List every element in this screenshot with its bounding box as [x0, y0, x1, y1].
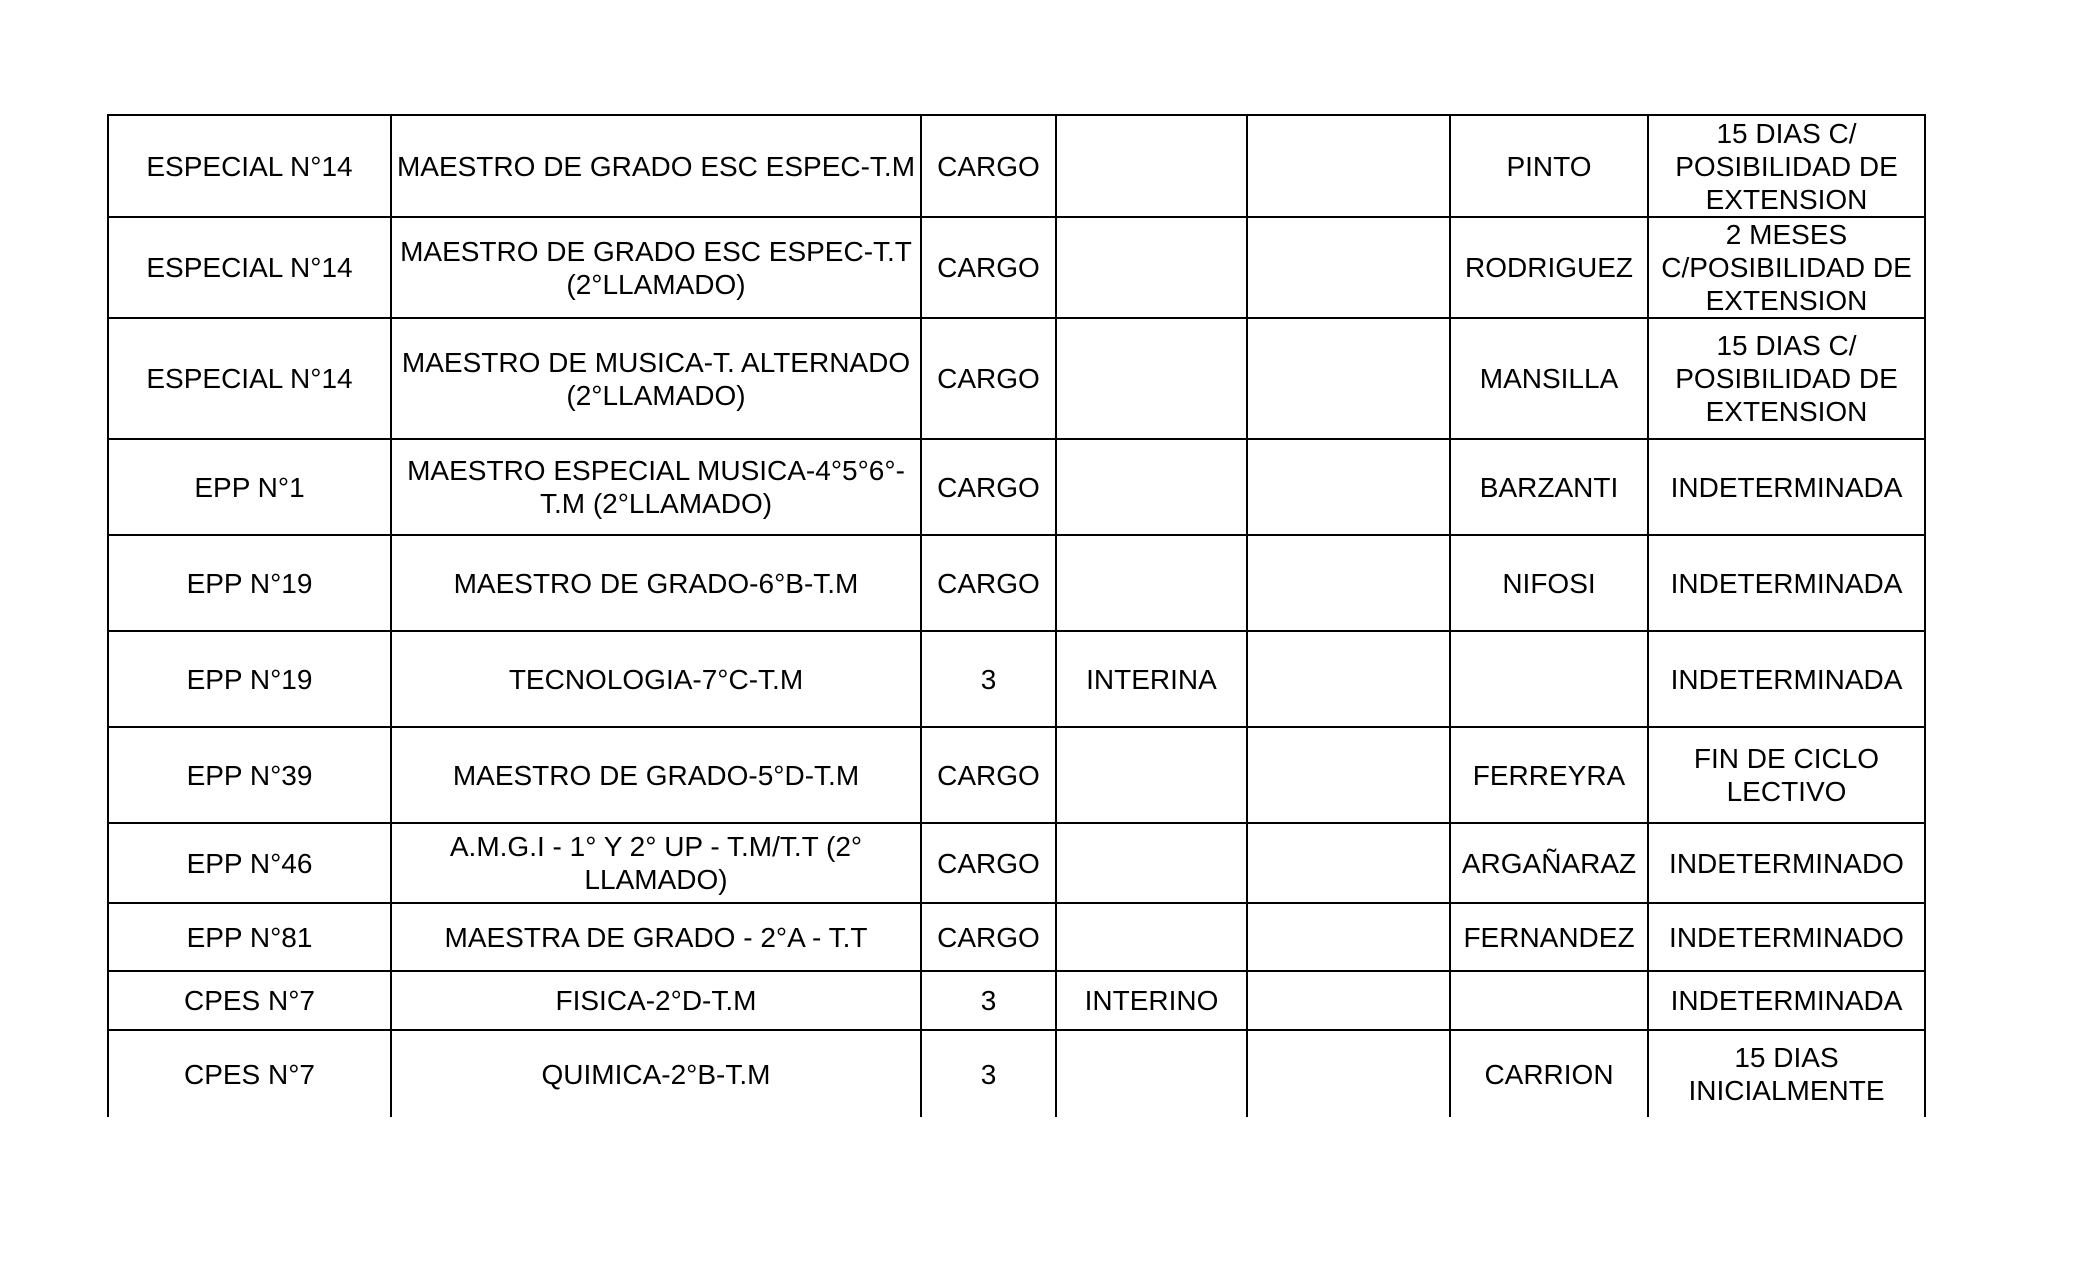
situation-cell	[1056, 1030, 1247, 1117]
holder-cell: NIFOSI	[1450, 535, 1648, 631]
extra-cell	[1247, 1030, 1450, 1117]
hours-cell: CARGO	[921, 903, 1056, 971]
situation-cell	[1056, 823, 1247, 903]
extra-cell	[1247, 631, 1450, 727]
school-cell: CPES N°7	[108, 971, 391, 1030]
situation-cell	[1056, 727, 1247, 823]
holder-cell: PINTO	[1450, 115, 1648, 217]
position-cell: A.M.G.I - 1° Y 2° UP - T.M/T.T (2° LLAMADO)	[391, 823, 921, 903]
hours-cell: 3	[921, 971, 1056, 1030]
situation-cell	[1056, 535, 1247, 631]
hours-cell: CARGO	[921, 823, 1056, 903]
duration-cell: FIN DE CICLO LECTIVO	[1648, 727, 1925, 823]
holder-cell	[1450, 631, 1648, 727]
extra-cell	[1247, 971, 1450, 1030]
extra-cell	[1247, 903, 1450, 971]
situation-cell: INTERINO	[1056, 971, 1247, 1030]
hours-cell: CARGO	[921, 439, 1056, 535]
extra-cell	[1247, 115, 1450, 217]
holder-cell: ARGAÑARAZ	[1450, 823, 1648, 903]
holder-cell: CARRION	[1450, 1030, 1648, 1117]
holder-cell	[1450, 971, 1648, 1030]
position-cell: MAESTRO DE GRADO-6°B-T.M	[391, 535, 921, 631]
situation-cell	[1056, 318, 1247, 439]
table-row	[108, 1030, 1925, 1117]
hours-cell: CARGO	[921, 115, 1056, 217]
position-cell: MAESTRO DE GRADO ESC ESPEC-T.M	[391, 115, 921, 217]
holder-cell: MANSILLA	[1450, 318, 1648, 439]
position-cell: MAESTRA DE GRADO - 2°A - T.T	[391, 903, 921, 971]
position-cell: TECNOLOGIA-7°C-T.M	[391, 631, 921, 727]
table-row	[108, 318, 1925, 439]
school-cell: EPP N°19	[108, 631, 391, 727]
position-cell: QUIMICA-2°B-T.M	[391, 1030, 921, 1117]
holder-cell: FERNANDEZ	[1450, 903, 1648, 971]
hours-cell: 3	[921, 631, 1056, 727]
duration-cell: 15 DIAS C/ POSIBILIDAD DE EXTENSION	[1648, 318, 1925, 439]
situation-cell	[1056, 217, 1247, 318]
duration-cell: INDETERMINADO	[1648, 823, 1925, 903]
hours-cell: CARGO	[921, 318, 1056, 439]
position-cell: FISICA-2°D-T.M	[391, 971, 921, 1030]
duration-cell: INDETERMINADA	[1648, 439, 1925, 535]
position-cell: MAESTRO ESPECIAL MUSICA-4°5°6°-T.M (2°LLAMADO)	[391, 439, 921, 535]
table-row	[108, 439, 1925, 535]
school-cell: ESPECIAL N°14	[108, 217, 391, 318]
table-row	[108, 217, 1925, 318]
duration-cell: INDETERMINADA	[1648, 971, 1925, 1030]
school-cell: EPP N°39	[108, 727, 391, 823]
hours-cell: CARGO	[921, 535, 1056, 631]
table-row	[108, 535, 1925, 631]
duration-cell: INDETERMINADA	[1648, 535, 1925, 631]
table-row	[108, 903, 1925, 971]
duration-cell: INDETERMINADO	[1648, 903, 1925, 971]
school-cell: EPP N°46	[108, 823, 391, 903]
duration-cell: 15 DIAS C/ POSIBILIDAD DE EXTENSION	[1648, 115, 1925, 217]
school-cell: ESPECIAL N°14	[108, 115, 391, 217]
extra-cell	[1247, 439, 1450, 535]
extra-cell	[1247, 217, 1450, 318]
hours-cell: CARGO	[921, 727, 1056, 823]
table-row	[108, 115, 1925, 217]
table-row	[108, 823, 1925, 903]
extra-cell	[1247, 318, 1450, 439]
table-row	[108, 727, 1925, 823]
position-cell: MAESTRO DE GRADO-5°D-T.M	[391, 727, 921, 823]
extra-cell	[1247, 727, 1450, 823]
duration-cell: INDETERMINADA	[1648, 631, 1925, 727]
holder-cell: RODRIGUEZ	[1450, 217, 1648, 318]
duration-cell: 15 DIAS INICIALMENTE	[1648, 1030, 1925, 1117]
position-cell: MAESTRO DE MUSICA-T. ALTERNADO (2°LLAMADO)	[391, 318, 921, 439]
table-row	[108, 631, 1925, 727]
situation-cell	[1056, 115, 1247, 217]
situation-cell	[1056, 439, 1247, 535]
position-cell: MAESTRO DE GRADO ESC ESPEC-T.T (2°LLAMADO)	[391, 217, 921, 318]
table-row	[108, 971, 1925, 1030]
extra-cell	[1247, 823, 1450, 903]
situation-cell: INTERINA	[1056, 631, 1247, 727]
holder-cell: FERREYRA	[1450, 727, 1648, 823]
school-cell: CPES N°7	[108, 1030, 391, 1117]
school-cell: EPP N°1	[108, 439, 391, 535]
school-cell: EPP N°81	[108, 903, 391, 971]
vacancies-table	[107, 114, 1926, 1117]
school-cell: EPP N°19	[108, 535, 391, 631]
situation-cell	[1056, 903, 1247, 971]
holder-cell: BARZANTI	[1450, 439, 1648, 535]
hours-cell: 3	[921, 1030, 1056, 1117]
hours-cell: CARGO	[921, 217, 1056, 318]
extra-cell	[1247, 535, 1450, 631]
duration-cell: 2 MESES C/POSIBILIDAD DE EXTENSION	[1648, 217, 1925, 318]
school-cell: ESPECIAL N°14	[108, 318, 391, 439]
